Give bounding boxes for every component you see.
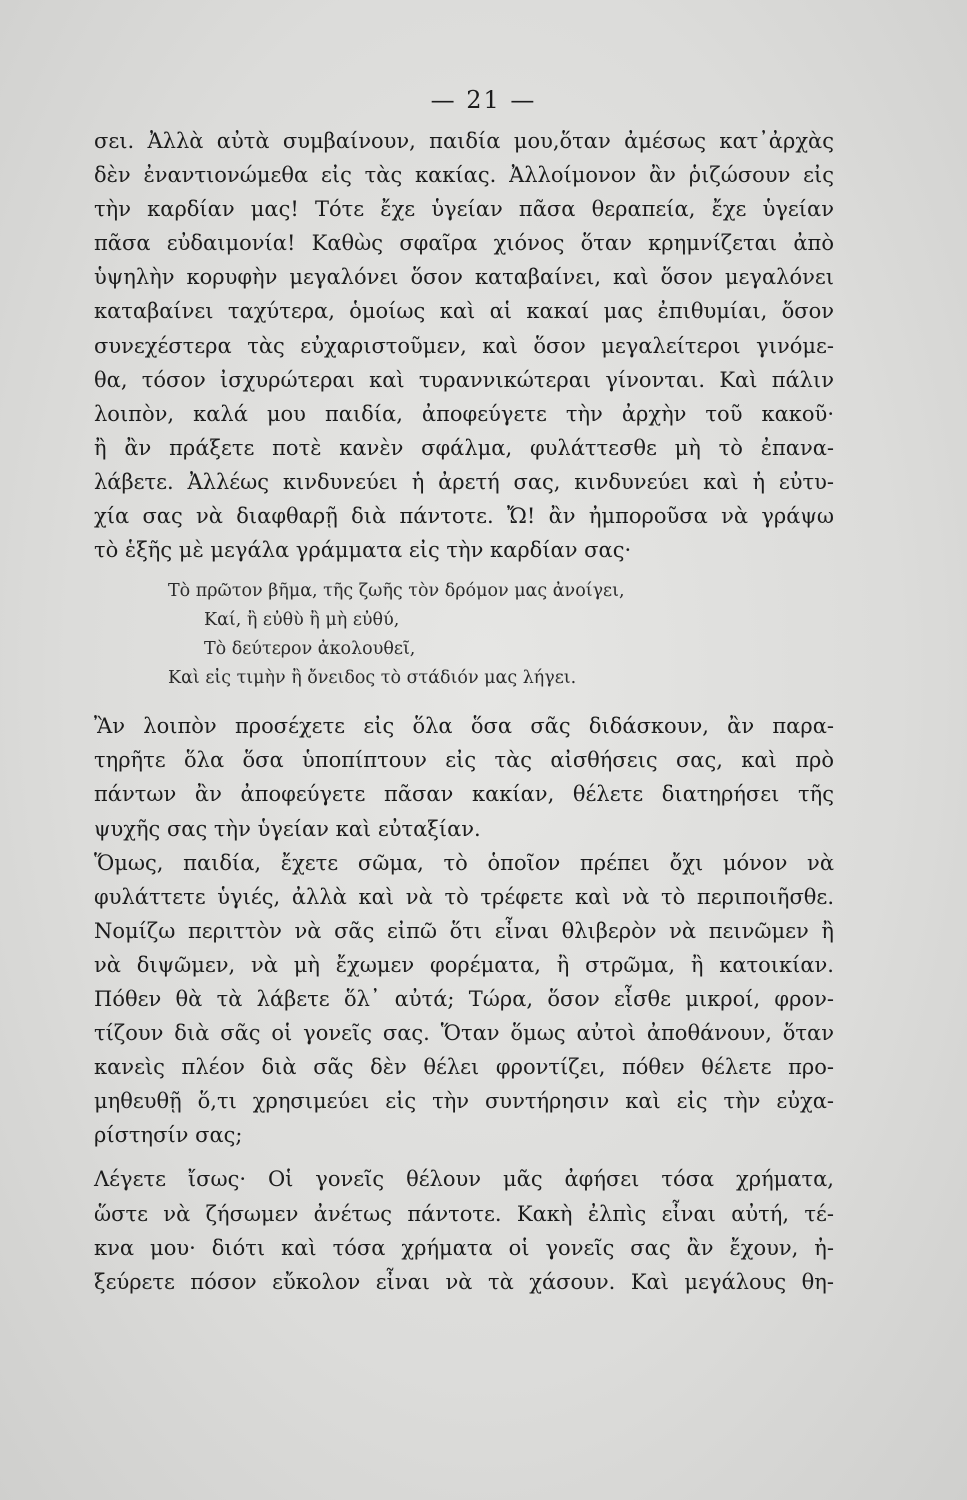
poem-line: Καί, ἢ εὐθὺ ἢ μὴ εὐθύ, [204, 610, 400, 631]
text-line: Νομίζω περιττὸν νὰ σᾶς εἰπῶ ὅτι εἶναι θλιβερὸν νὰ πεινῶμεν ἢ [94, 918, 834, 943]
text-line: κνα μου· διότι καὶ τόσα χρήματα οἱ γονεῖς σας ἂν ἔχουν, ἠ- [94, 1235, 834, 1260]
text-line: ἢ ἂν πράξετε ποτὲ κανὲν σφάλμα, φυλάττεσθε μὴ τὸ ἐπανα- [94, 435, 834, 460]
text-line: ρίστησίν σας; [94, 1123, 243, 1148]
text-line: σει. Ἀλλὰ αὐτὰ συμβαίνουν, παιδία μου,ὅταν ἀμέσως κατ᾿ἀρχὰς [94, 129, 834, 153]
text-line: Πόθεν θὰ τὰ λάβετε ὅλ᾿ αὐτά; Τώρα, ὅσον εἶσθε μικροί, φρον- [94, 986, 834, 1011]
text-line: λοιπὸν, καλά μου παιδία, ἀποφεύγετε τὴν ἀρχὴν τοῦ κακοῦ· [94, 401, 834, 426]
text-line: Ὅμως, παιδία, ἔχετε σῶμα, τὸ ὁποῖον πρέπει ὄχι μόνον νὰ [94, 850, 834, 875]
text-line: τὴν καρδίαν μας! Τότε ἔχε ὑγείαν πᾶσα θεραπεία, ἔχε ὑγείαν [94, 197, 834, 222]
text-line: κανεὶς πλέον διὰ σᾶς δὲν θέλει φροντίζει, πόθεν θέλετε προ- [94, 1055, 834, 1080]
paragraph-1 [94, 124, 834, 567]
text-line: ξεύρετε πόσον εὔκολον εἶναι νὰ τὰ χάσουν. Καὶ μεγάλους θη- [94, 1269, 834, 1294]
text-line: ὑψηλὴν κορυφὴν μεγαλόνει ὅσον καταβαίνει, καὶ ὅσον μεγαλόνει [94, 265, 834, 290]
text-line: Ἂν λοιπὸν προσέχετε εἰς ὅλα ὅσα σᾶς διδάσκουν, ἂν παρα- [94, 714, 834, 739]
poem-line: Καὶ εἰς τιμὴν ἢ ὄνειδος τὸ στάδιόν μας λήγει. [168, 668, 577, 689]
page-body [94, 124, 834, 1299]
paragraph-3 [94, 846, 834, 1153]
text-line: ψυχῆς σας τὴν ὑγείαν καὶ εὐταξίαν. [94, 816, 481, 841]
page-number: — 21 — [430, 86, 537, 114]
text-line: τὸ ἑξῆς μὲ μεγάλα γράμματα εἰς τὴν καρδίαν σας· [94, 538, 632, 563]
text-line: δὲν ἐναντιονώμεθα εἰς τὰς κακίας. Ἀλλοίμονον ἂν ῥιζώσουν εἰς [94, 163, 834, 188]
text-line: λάβετε. Ἀλλέως κινδυνεύει ἡ ἀρετή σας, κινδυνεύει καὶ ἡ εὐτυ- [94, 469, 834, 494]
poem-line: Τὸ πρῶτον βῆμα, τῆς ζωῆς τὸν δρόμον μας ἀνοίγει, [168, 581, 625, 602]
text-line: συνεχέστερα τὰς εὐχαριστοῦμεν, καὶ ὅσον μεγαλείτεροι γινόμε- [94, 333, 834, 358]
paragraph-4 [94, 1162, 834, 1298]
poem-line: Τὸ δεύτερον ἀκολουθεῖ, [204, 639, 416, 660]
text-line: πάντων ἂν ἀποφεύγετε πᾶσαν κακίαν, θέλετε διατηρήσει τῆς [94, 782, 834, 807]
paragraph-gap [94, 1152, 834, 1162]
text-line: τίζουν διὰ σᾶς οἱ γονεῖς σας. Ὅταν ὅμως αὐτοὶ ἀποθάνουν, ὅταν [94, 1021, 834, 1046]
text-line: θα, τόσον ἰσχυρώτεραι καὶ τυραννικώτεραι γίνονται. Καὶ πάλιν [94, 367, 834, 392]
text-line: Λέγετε ἴσως· Οἱ γονεῖς θέλουν μᾶς ἀφήσει τόσα χρήματα, [94, 1167, 834, 1192]
text-line: καταβαίνει ταχύτερα, ὁμοίως καὶ αἱ κακαί μας ἐπιθυμίαι, ὅσον [94, 299, 834, 324]
text-line: φυλάττετε ὑγιές, ἀλλὰ καὶ νὰ τὸ τρέφετε καὶ νὰ τὸ περιποιῆσθε. [94, 884, 834, 909]
text-line: χία σας νὰ διαφθαρῇ διὰ πάντοτε. Ὤ! ἂν ἠμποροῦσα νὰ γράψω [94, 504, 834, 529]
poem-stanza [94, 567, 834, 709]
text-line: νὰ διψῶμεν, νὰ μὴ ἔχωμεν φορέματα, ἢ στρῶμα, ἢ κατοικίαν. [94, 952, 834, 977]
text-line: μηθευθῇ ὅ,τι χρησιμεύει εἰς τὴν συντήρησιν καὶ εἰς τὴν εὐχα- [94, 1089, 834, 1114]
text-line: πᾶσα εὐδαιμονία! Καθὼς σφαῖρα χιόνος ὅταν κρημνίζεται ἀπὸ [94, 231, 834, 256]
paragraph-2 [94, 709, 834, 845]
text-line: ὥστε νὰ ζήσωμεν ἀνέτως πάντοτε. Κακὴ ἐλπὶς εἶναι αὐτή, τέ- [94, 1201, 834, 1226]
text-line: τηρῆτε ὅλα ὅσα ὑποπίπτουν εἰς τὰς αἰσθήσεις σας, καὶ πρὸ [94, 748, 834, 773]
